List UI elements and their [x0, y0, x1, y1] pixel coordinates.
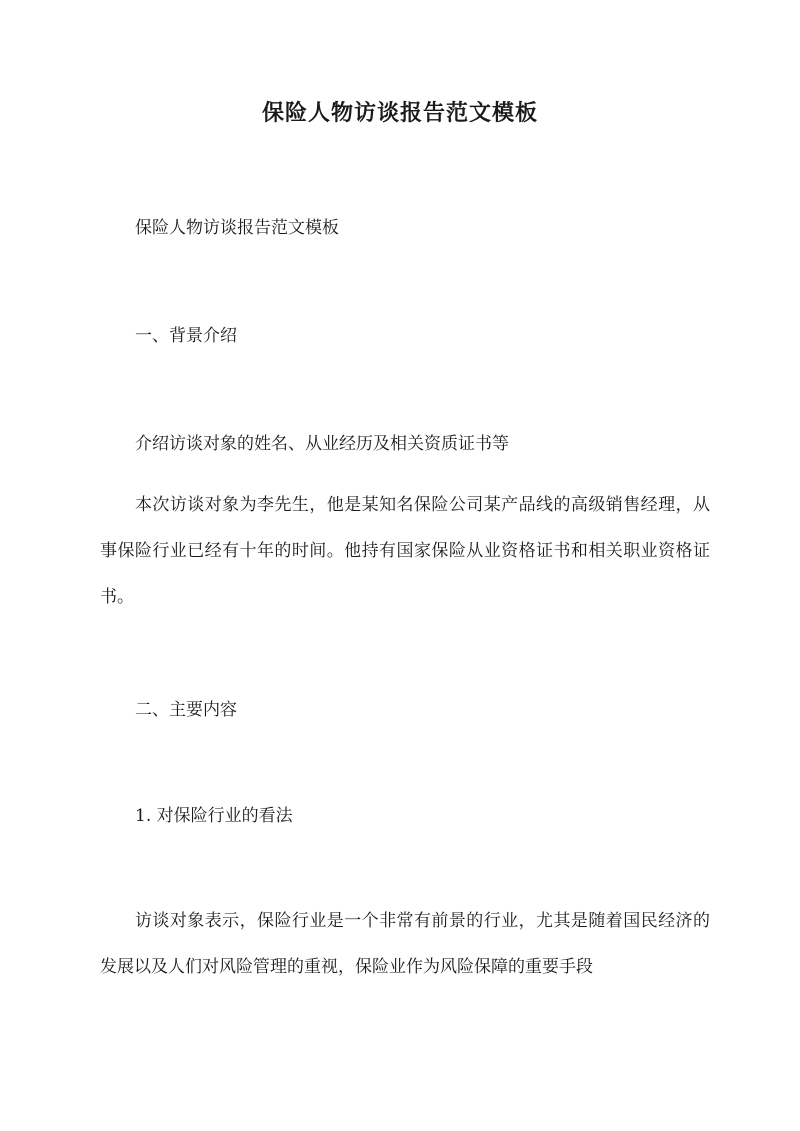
industry-view-paragraph: 访谈对象表示，保险行业是一个非常有前景的行业，尤其是随着国民经济的发展以及人们对风险管理的重视，保险业作为风险保障的重要手段 — [100, 911, 710, 977]
document-title: 保险人物访谈报告范文模板 — [261, 100, 538, 126]
background-intro-text: 介绍访谈对象的姓名、从业经历及相关资质证书等 — [135, 434, 509, 454]
background-paragraph: 本次访谈对象为李先生，他是某知名保险公司某产品线的高级销售经理，从事保险行业已经有十年的时间。他持有国家保险从业资格证书和相关职业资格证书。 — [100, 495, 710, 607]
section-heading-main-content: 二、主要内容 — [135, 700, 237, 720]
subheading-industry-view: 1. 对保险行业的看法 — [135, 806, 293, 826]
section-heading-background: 一、背景介绍 — [135, 326, 237, 346]
document-subtitle: 保险人物访谈报告范文模板 — [135, 218, 339, 238]
